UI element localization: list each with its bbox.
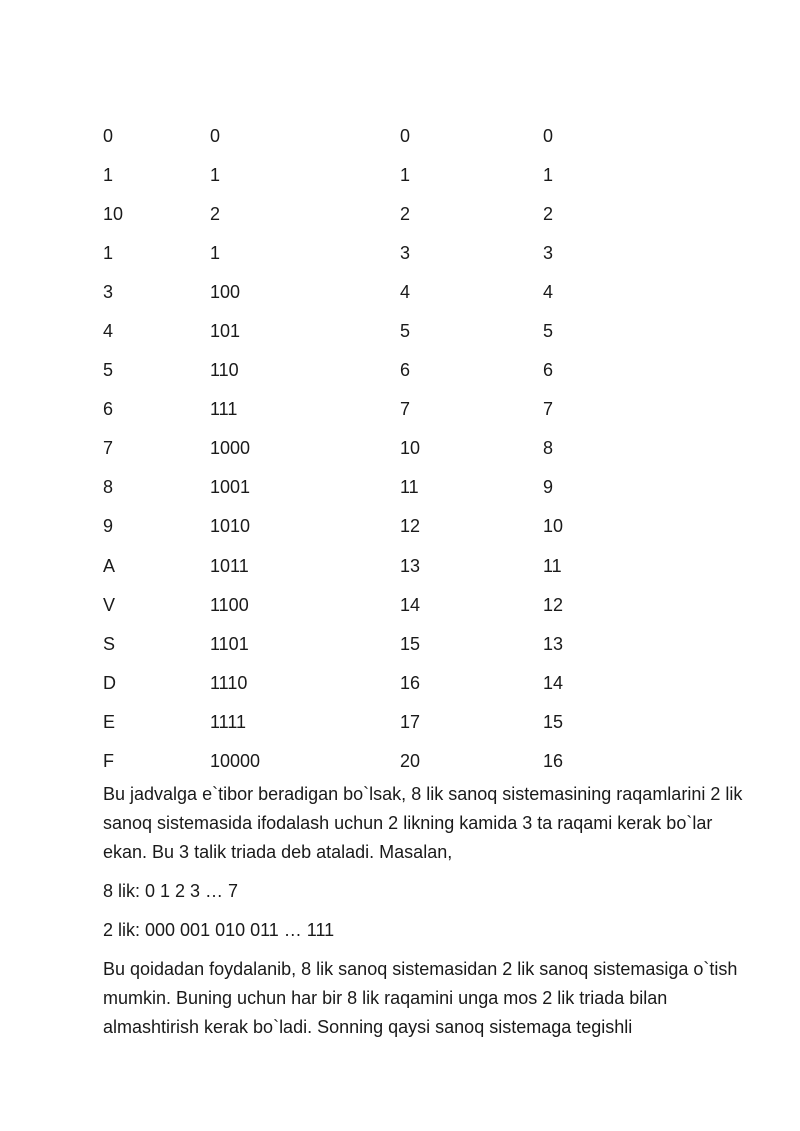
table-cell: 111 bbox=[210, 399, 238, 420]
table-cell: 0 bbox=[543, 125, 554, 146]
table-cell: 2 bbox=[543, 203, 554, 224]
table-cell: 10 bbox=[103, 203, 124, 224]
table-cell: 11 bbox=[400, 477, 419, 498]
table-cell: 12 bbox=[543, 594, 564, 615]
table-cell: 6 bbox=[103, 399, 114, 420]
table-row bbox=[103, 663, 623, 702]
table-cell: 1111 bbox=[210, 711, 247, 732]
table-cell: 1 bbox=[543, 164, 554, 185]
table-cell: 1101 bbox=[210, 633, 249, 654]
table-cell: E bbox=[103, 711, 116, 732]
table-cell: 5 bbox=[103, 360, 114, 381]
table-row bbox=[103, 194, 623, 233]
table-cell: 6 bbox=[543, 360, 554, 381]
table-cell: 1100 bbox=[210, 594, 249, 615]
table-row bbox=[103, 624, 623, 663]
table-cell: 0 bbox=[103, 125, 114, 146]
table-cell: 1 bbox=[210, 242, 221, 263]
table-cell: 5 bbox=[400, 321, 411, 342]
table-cell: 16 bbox=[400, 672, 421, 693]
table-cell: 15 bbox=[400, 633, 421, 654]
table-cell: 3 bbox=[400, 242, 411, 263]
table-row bbox=[103, 272, 623, 311]
table-cell: 4 bbox=[103, 321, 114, 342]
table-cell: 4 bbox=[543, 281, 554, 302]
table-cell: 16 bbox=[543, 751, 564, 772]
table-cell: 14 bbox=[543, 672, 564, 693]
table-cell: 1010 bbox=[210, 516, 251, 537]
table-row bbox=[103, 507, 623, 546]
table-cell: 4 bbox=[400, 281, 411, 302]
table-cell: 8 bbox=[543, 438, 554, 459]
table-cell: 1000 bbox=[210, 438, 251, 459]
table-row bbox=[103, 116, 623, 155]
table-row bbox=[103, 429, 623, 468]
table-row bbox=[103, 390, 623, 429]
table-cell: 100 bbox=[210, 281, 241, 302]
binary-triads-line: 2 lik: 000 001 010 011 … 111 bbox=[103, 920, 335, 940]
table-row bbox=[103, 155, 623, 194]
table-cell: 3 bbox=[543, 242, 554, 263]
table-cell: 101 bbox=[210, 321, 241, 342]
table-row bbox=[103, 702, 623, 741]
table-cell: 11 bbox=[543, 555, 562, 576]
table-cell: A bbox=[103, 555, 116, 576]
table-cell: 9 bbox=[103, 516, 114, 537]
table-cell: 6 bbox=[400, 360, 411, 381]
table-cell: 20 bbox=[400, 751, 421, 772]
table-cell: 7 bbox=[103, 438, 114, 459]
table-cell: 3 bbox=[103, 281, 114, 302]
table-cell: 1110 bbox=[210, 672, 248, 693]
table-cell: 1 bbox=[400, 164, 411, 185]
table-cell: 7 bbox=[543, 399, 554, 420]
table-row bbox=[103, 742, 623, 781]
table-cell: 0 bbox=[400, 125, 411, 146]
table-cell: 0 bbox=[210, 125, 221, 146]
table-row bbox=[103, 351, 623, 390]
table-cell: D bbox=[103, 672, 116, 693]
table-cell: 1011 bbox=[210, 555, 249, 576]
table-cell: 12 bbox=[400, 516, 421, 537]
table-cell: S bbox=[103, 633, 116, 654]
table-cell: 110 bbox=[210, 360, 239, 381]
table-row bbox=[103, 311, 623, 350]
table-cell: 9 bbox=[543, 477, 554, 498]
table-cell: 10000 bbox=[210, 751, 261, 772]
table-row bbox=[103, 233, 623, 272]
table-cell: F bbox=[103, 751, 114, 772]
table-cell: 1001 bbox=[210, 477, 251, 498]
table-row bbox=[103, 546, 623, 585]
table-cell: V bbox=[103, 594, 116, 615]
table-cell: 7 bbox=[400, 399, 411, 420]
table-cell: 1 bbox=[210, 164, 221, 185]
table-cell: 14 bbox=[400, 594, 421, 615]
table-cell: 13 bbox=[543, 633, 564, 654]
table-cell: 10 bbox=[400, 438, 421, 459]
table-row bbox=[103, 468, 623, 507]
table-cell: 15 bbox=[543, 711, 564, 732]
table-cell: 17 bbox=[400, 711, 421, 732]
table-body bbox=[103, 116, 623, 781]
table-cell: 1 bbox=[103, 164, 114, 185]
paragraph-explanation: Bu jadvalga e`tibor beradigan bo`lsak, 8 lik sanoq sistemasining raqamlarini 2 lik sanoq sistemasida ifodalash uchun 2 likning kamida 3 ta raqami kerak bo`lar ekan. Bu 3 talik triada deb ataladi. Masalan, bbox=[103, 784, 743, 862]
table-cell: 2 bbox=[210, 203, 221, 224]
table-cell: 13 bbox=[400, 555, 421, 576]
table-cell: 10 bbox=[543, 516, 564, 537]
table-row bbox=[103, 585, 623, 624]
body-text bbox=[103, 780, 743, 1052]
octal-digits-line: 8 lik: 0 1 2 3 … 7 bbox=[103, 881, 239, 901]
table-cell: 2 bbox=[400, 203, 411, 224]
paragraph-conversion-rule: Bu qoidadan foydalanib, 8 lik sanoq sistemasidan 2 lik sanoq sistemasiga o`tish mumkin. Buning uchun har bir 8 lik raqamini unga mos 2 lik triada bilan almashtirish kerak bo`ladi. Sonning qaysi sanoq sistemaga tegishli bbox=[103, 959, 738, 1037]
table-cell: 8 bbox=[103, 477, 114, 498]
table-cell: 5 bbox=[543, 321, 554, 342]
number-systems-table bbox=[103, 116, 623, 781]
table-cell: 1 bbox=[103, 242, 114, 263]
